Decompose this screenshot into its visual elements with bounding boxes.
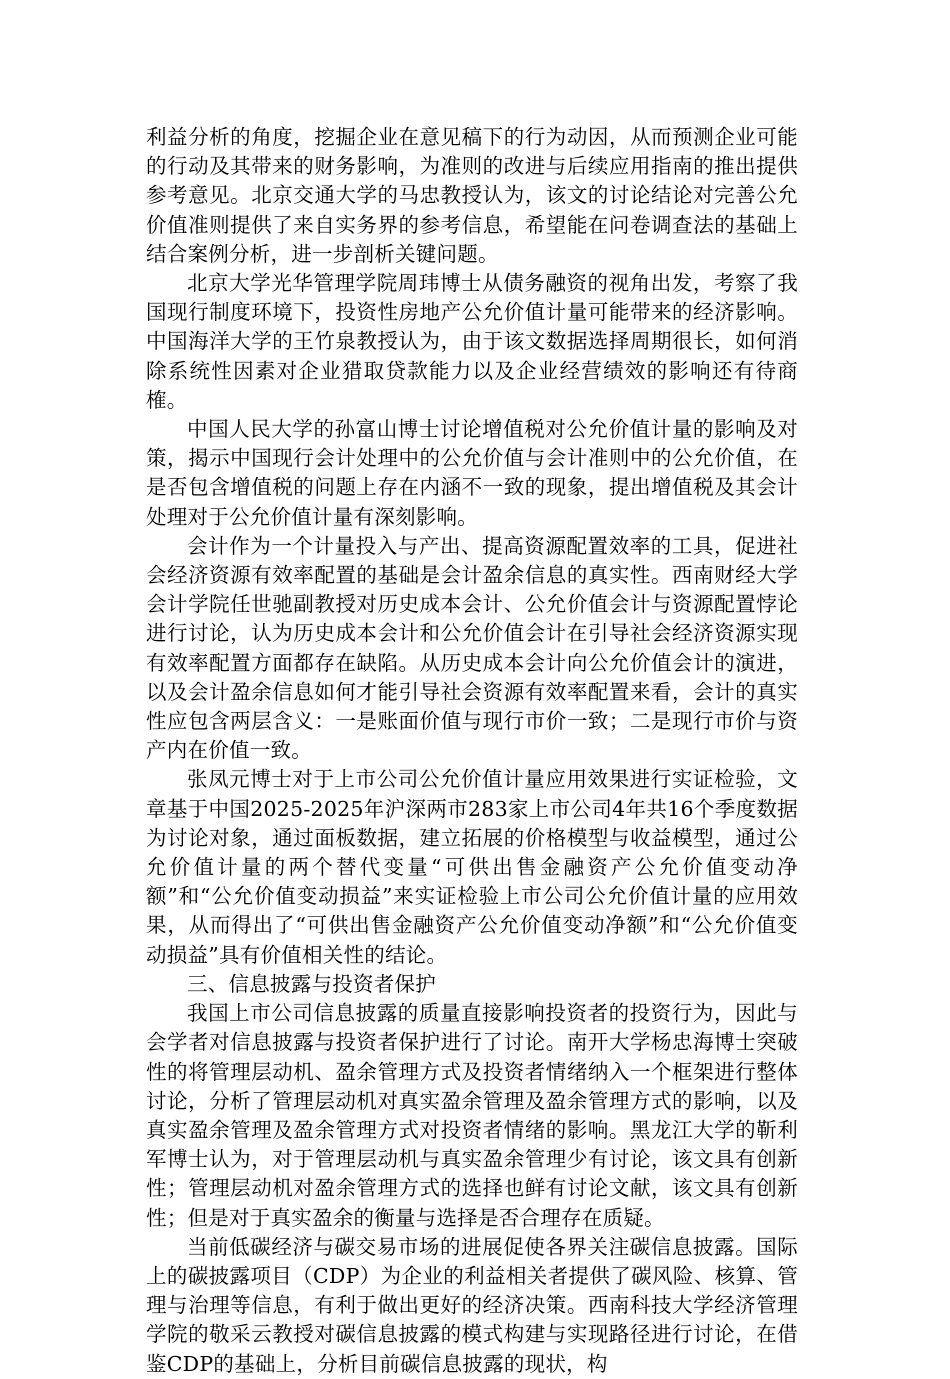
document-page (146, 123, 798, 1379)
paragraph-carbon-disclosure: 当前低碳经济与碳交易市场的进展促使各界关注碳信息披露。国际上的碳披露项目（CDP）为企业的利益相关者提供了碳风险、核算、管理与治理等信息，有利于做出更好的经济决策。西南科技大学经济管理学院的敬采云教授对碳信息披露的模式构建与实现路径进行讨论，在借鉴CDP的基础上，分析目前碳信息披露的现状，构 (146, 1234, 798, 1376)
paragraph-information-disclosure: 我国上市公司信息披露的质量直接影响投资者的投资行为，因此与会学者对信息披露与投资者保护进行了讨论。南开大学杨忠海博士突破性的将管理层动机、盈余管理方式及投资者情绪纳入一个框架进行整体讨论，分析了管理层动机对真实盈余管理及盈余管理方式的影响，以及真实盈余管理及盈余管理方式对投资者情绪的影响。黑龙江大学的靳利军博士认为，对于管理层动机与真实盈余管理少有讨论，该文具有创新性；管理层动机对盈余管理方式的选择也鲜有讨论文献，该文具有创新性；但是对于真实盈余的衡量与选择是否合理存在质疑。 (146, 1001, 798, 1230)
paragraph-empirical-test: 张凤元博士对于上市公司公允价值计量应用效果进行实证检验，文章基于中国2025-2025年沪深两市283家上市公司4年共16个季度数据为讨论对象，通过面板数据，建立拓展的价格模型与收益模型，通过公允价值计量的两个替代变量“可供出售金融资产公允价值变动净额”和“公允价值变动损益”来实证检验上市公司公允价值计量的应用效果，从而得出了“可供出售金融资产公允价值变动净额”和“公允价值变动损益”具有价值相关性的结论。 (146, 767, 798, 967)
paragraph-vat-impact: 中国人民大学的孙富山博士讨论增值税对公允价值计量的影响及对策，揭示中国现行会计处理中的公允价值与会计准则中的公允价值，在是否包含增值税的问题上存在内涵不一致的现象，提出增值税及其会计处理对于公允价值计量有深刻影响。 (146, 417, 798, 529)
section-heading: 三、信息披露与投资者保护 (187, 971, 436, 996)
paragraph-debt-financing: 北京大学光华管理学院周玮博士从债务融资的视角出发，考察了我国现行制度环境下，投资性房地产公允价值计量可能带来的经济影响。中国海洋大学的王竹泉教授认为，由于该文数据选择周期很长，如何消除系统性因素对企业猎取贷款能力以及企业经营绩效的影响还有待商榷。 (146, 271, 798, 412)
paragraph-resource-allocation: 会计作为一个计量投入与产出、提高资源配置效率的工具，促进社会经济资源有效率配置的基础是会计盈余信息的真实性。西南财经大学会计学院任世驰副教授对历史成本会计、公允价值会计与资源配置悖论进行讨论，认为历史成本会计和公允价值会计在引导社会经济资源实现有效率配置方面都存在缺陷。从历史成本会计向公允价值会计的演进，以及会计盈余信息如何才能引导社会资源有效率配置来看，会计的真实性应包含两层含义：一是账面价值与现行市价一致；二是现行市价与资产内在价值一致。 (146, 533, 798, 763)
paragraph-fair-value-survey: 利益分析的角度，挖掘企业在意见稿下的行为动因，从而预测企业可能的行动及其带来的财务影响，为准则的改进与后续应用指南的推出提供参考意见。北京交通大学的马忠教授认为，该文的讨论结论对完善公允价值准则提供了来自实务界的参考信息，希望能在问卷调查法的基础上结合案例分析，进一步剖析关键问题。 (146, 125, 798, 266)
